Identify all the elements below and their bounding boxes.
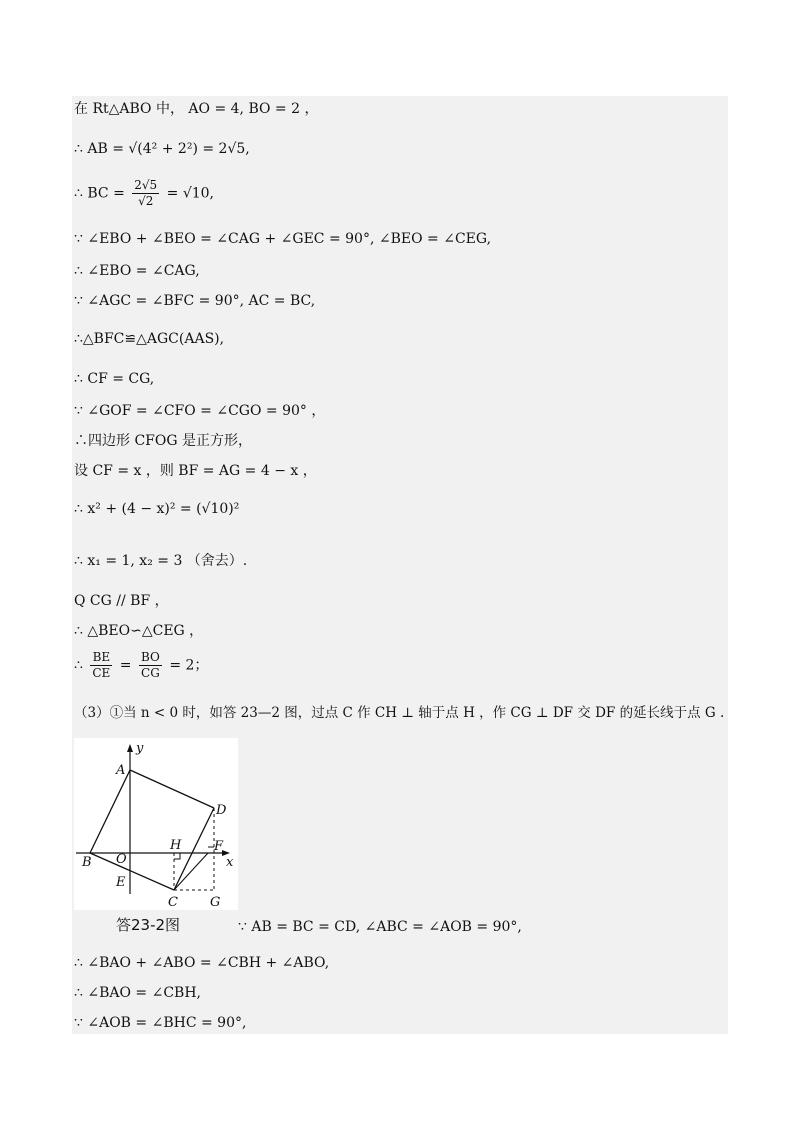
text-line-20: ∵ ∠AOB = ∠BHC = 90°, [74,1015,247,1031]
geometry-figure [74,738,238,910]
text-line-12: ∴ x² + (4 − x)² = (√10)² [74,501,240,517]
right-angle-h-icon [174,853,180,859]
label-a: A [116,763,126,778]
text-line-5: ∴ ∠EBO = ∠CAG, [74,263,200,279]
bc-numerator: 2√5 [134,178,158,192]
label-d: D [216,803,227,818]
figure-caption: 答23-2图 [116,916,181,934]
ratio-denominator-2: CG [141,666,160,680]
segment-ad [130,770,214,808]
text-line-4: ∵ ∠EBO + ∠BEO = ∠CAG + ∠GEC = 90°, ∠BEO = ∠CEG, [74,231,492,247]
bc-fraction-line [74,178,214,209]
text-line-9: ∵ ∠GOF = ∠CFO = ∠CGO = 90° ， [74,403,326,419]
text-line-2: ∴ AB = √(4² + 2²) = 2√5, [74,141,250,157]
bc-denominator: √2 [138,194,154,208]
ratio-fraction-1 [90,650,112,681]
label-h: H [170,838,182,853]
bc-fraction [132,178,159,209]
ratio-prefix: ∴ [74,657,83,674]
text-line-18: ∴ ∠BAO + ∠ABO = ∠CBH + ∠ABO, [74,955,330,971]
label-e: E [116,875,126,890]
text-line-8: ∴ CF = CG, [74,371,155,387]
text-line-10: ∴四边形 CFOG 是正方形， [74,433,252,449]
label-b: B [82,855,92,870]
ratio-numerator-1: BE [90,650,112,666]
segment-cb [90,853,174,890]
text-line-1: 在 Rt△ABO 中， AO = 4, BO = 2 ， [74,101,319,117]
label-x: x [226,855,234,870]
ratio-denominator-1: CE [92,666,111,680]
text-line-after-figure: ∵ AB = BC = CD, ∠ABC = ∠AOB = 90°, [238,919,522,935]
bc-prefix: ∴ BC = [74,185,125,202]
text-line-7: ∴△BFC≌△AGC(AAS), [74,331,225,347]
segment-ba [90,770,130,853]
ratio-fraction-2 [139,650,162,681]
text-line-13: ∴ x₁ = 1, x₂ = 3 （舍去）. [74,553,248,569]
label-y: y [136,741,144,756]
ratio-suffix: = 2； [169,657,209,674]
label-o: O [116,852,127,867]
label-f: F [214,839,224,854]
text-line-19: ∴ ∠BAO = ∠CBH, [74,985,201,1001]
ratio-fraction-line [74,650,208,681]
ratio-numerator-2: BO [140,650,160,664]
text-line-15: ∴ △BEO∽△CEG ， [74,623,204,639]
figure-svg [74,738,238,910]
bc-suffix: = √10, [166,185,215,202]
text-line-6: ∵ ∠AGC = ∠BFC = 90°, AC = BC, [74,293,316,309]
y-axis-arrow-icon [127,744,133,752]
text-line-14: Q CG // BF ， [74,593,169,609]
label-c: C [168,895,178,910]
text-line-11: 设 CF = x ，则 BF = AG = 4 − x ， [74,463,317,479]
ratio-equals: = [119,657,132,674]
text-line-part3: （3）①当 n < 0 时，如答 23—2 图，过点 C 作 CH ⊥ 轴于点 H ，作 CG ⊥ DF 交 DF 的延长线于点 G . [74,705,725,721]
label-g: G [210,895,221,910]
